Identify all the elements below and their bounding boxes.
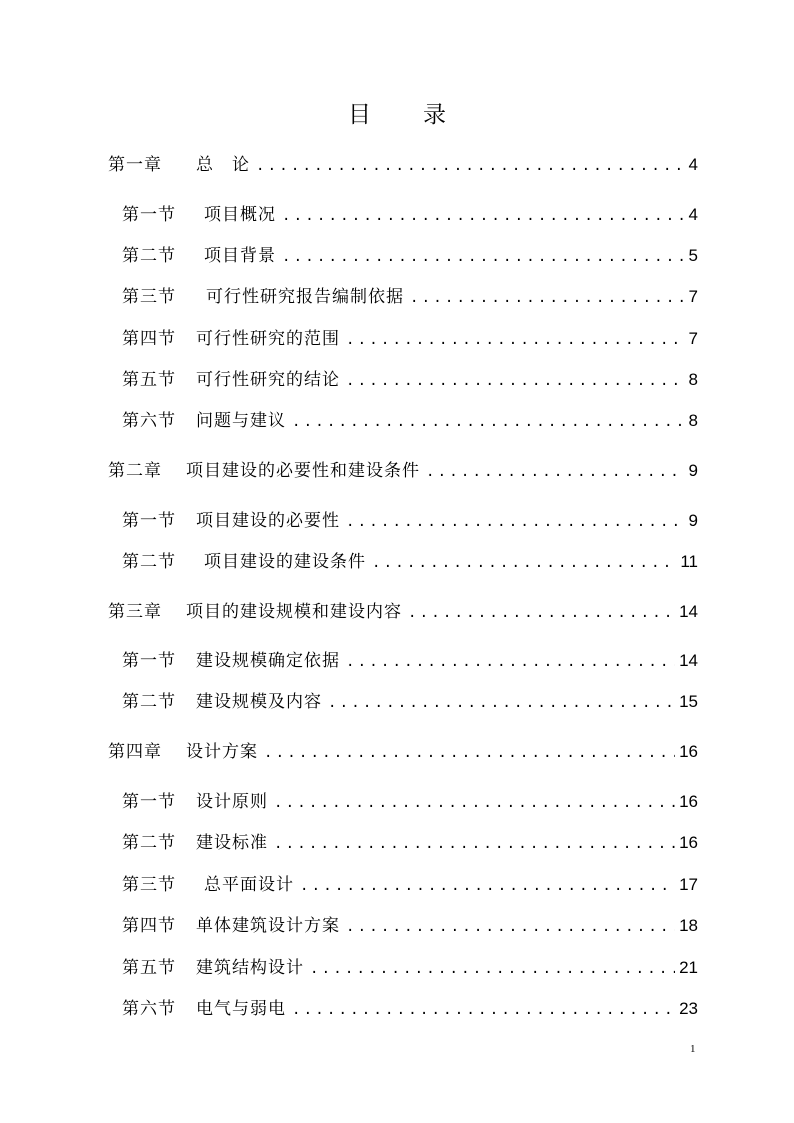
toc-entry-section[interactable] xyxy=(0,872,698,898)
toc-label: 第二节 xyxy=(122,833,176,853)
toc-title: 可行性研究报告编制依据 xyxy=(206,287,404,307)
toc-page: 8 xyxy=(688,411,698,430)
toc-entry-chapter-1[interactable] xyxy=(0,152,698,178)
toc-title: 项目的建设规模和建设内容 xyxy=(186,602,402,622)
toc-leader xyxy=(346,649,675,675)
toc-label: 第三节 xyxy=(122,875,176,895)
toc-label: 第三章 xyxy=(108,602,162,622)
toc-label: 第四节 xyxy=(122,329,176,349)
toc-entry-chapter-2[interactable] xyxy=(0,458,698,484)
toc-leader xyxy=(282,244,685,270)
toc-page: 9 xyxy=(688,461,698,480)
toc-page: 17 xyxy=(679,875,698,894)
toc-page: 7 xyxy=(688,329,698,348)
toc-label: 第一节 xyxy=(122,511,176,531)
toc-leader xyxy=(408,600,675,626)
toc-label: 第六节 xyxy=(122,411,176,431)
toc-leader xyxy=(292,997,675,1023)
toc-title: 项目建设的必要性 xyxy=(196,511,340,531)
toc-page: 16 xyxy=(679,833,698,852)
toc-label: 第五节 xyxy=(122,370,176,390)
toc-label: 第一章 xyxy=(108,155,162,175)
toc-entry-section[interactable] xyxy=(0,508,698,534)
toc-label: 第二节 xyxy=(122,246,176,266)
toc-entry-chapter-3[interactable] xyxy=(0,599,698,625)
toc-label: 第五节 xyxy=(122,958,176,978)
toc-entry-section[interactable] xyxy=(0,284,698,310)
toc-page: 9 xyxy=(688,511,698,530)
toc-entry-section[interactable] xyxy=(0,549,698,575)
toc-title: 总 论 xyxy=(196,155,250,175)
toc-leader xyxy=(282,203,685,229)
toc-entry-section[interactable] xyxy=(0,830,698,856)
toc-label: 第三节 xyxy=(122,287,176,307)
toc-title: 项目背景 xyxy=(204,246,276,266)
toc-title: 设计方案 xyxy=(186,742,258,762)
toc-label: 第一节 xyxy=(122,651,176,671)
toc-title: 电气与弱电 xyxy=(196,999,286,1019)
toc-title: 项目建设的建设条件 xyxy=(204,552,366,572)
toc-page: 11 xyxy=(680,552,698,571)
toc-page: 16 xyxy=(679,742,698,761)
toc-leader xyxy=(264,740,675,766)
toc-title: 可行性研究的结论 xyxy=(196,370,340,390)
toc-leader xyxy=(372,550,676,576)
toc-title: 项目建设的必要性和建设条件 xyxy=(186,461,420,481)
toc-leader xyxy=(274,831,675,857)
toc-entry-section[interactable] xyxy=(0,955,698,981)
toc-page: 23 xyxy=(679,999,698,1018)
toc-page: 4 xyxy=(688,155,698,174)
toc-title: 设计原则 xyxy=(196,792,268,812)
toc-title: 项目概况 xyxy=(204,205,276,225)
page-title xyxy=(0,96,794,129)
toc-entry-section[interactable] xyxy=(0,789,698,815)
toc-entry-chapter-4[interactable] xyxy=(0,739,698,765)
toc-leader xyxy=(310,956,675,982)
toc-label: 第一节 xyxy=(122,205,176,225)
toc-page: 16 xyxy=(679,792,698,811)
toc-leader xyxy=(346,914,675,940)
toc-leader xyxy=(328,690,675,716)
toc-entry-section[interactable] xyxy=(0,408,698,434)
toc-page: 15 xyxy=(679,692,698,711)
toc-label: 第二章 xyxy=(108,461,162,481)
toc-entry-section[interactable] xyxy=(0,326,698,352)
toc-leader xyxy=(300,873,675,899)
toc-page: 21 xyxy=(679,958,698,977)
toc-label: 第二节 xyxy=(122,552,176,572)
toc-entry-section[interactable] xyxy=(0,913,698,939)
toc-entry-section[interactable] xyxy=(0,202,698,228)
toc-page: 8 xyxy=(688,370,698,389)
toc-page: 7 xyxy=(688,287,698,306)
toc-leader xyxy=(274,790,675,816)
toc-title: 总平面设计 xyxy=(204,875,294,895)
toc-leader xyxy=(426,459,685,485)
toc-title: 建筑结构设计 xyxy=(196,958,304,978)
toc-label: 第二节 xyxy=(122,692,176,712)
toc-entry-section[interactable] xyxy=(0,996,698,1022)
toc-page: 5 xyxy=(688,246,698,265)
toc-leader xyxy=(346,327,685,353)
toc-title: 可行性研究的范围 xyxy=(196,329,340,349)
title-char-1: 目 xyxy=(348,102,371,128)
footer-page-number: 1 xyxy=(690,1043,696,1055)
toc-page: 18 xyxy=(679,916,698,935)
toc-leader xyxy=(256,153,685,179)
toc-entry-section[interactable] xyxy=(0,648,698,674)
toc-title: 建设规模及内容 xyxy=(196,692,322,712)
toc-label: 第六节 xyxy=(122,999,176,1019)
title-char-2: 录 xyxy=(423,102,446,128)
toc-entry-section[interactable] xyxy=(0,689,698,715)
toc-title: 单体建筑设计方案 xyxy=(196,916,340,936)
toc-leader xyxy=(410,285,685,311)
toc-leader xyxy=(346,509,685,535)
toc-title: 问题与建议 xyxy=(196,411,286,431)
toc-page: 14 xyxy=(679,651,698,670)
toc-leader xyxy=(346,368,685,394)
toc-label: 第四节 xyxy=(122,916,176,936)
toc-entry-section[interactable] xyxy=(0,367,698,393)
toc-title: 建设标准 xyxy=(196,833,268,853)
toc-leader xyxy=(292,409,685,435)
toc-label: 第四章 xyxy=(108,742,162,762)
toc-title: 建设规模确定依据 xyxy=(196,651,340,671)
toc-page: 14 xyxy=(679,602,698,621)
toc-page: 4 xyxy=(688,205,698,224)
toc-label: 第一节 xyxy=(122,792,176,812)
toc-entry-section[interactable] xyxy=(0,243,698,269)
